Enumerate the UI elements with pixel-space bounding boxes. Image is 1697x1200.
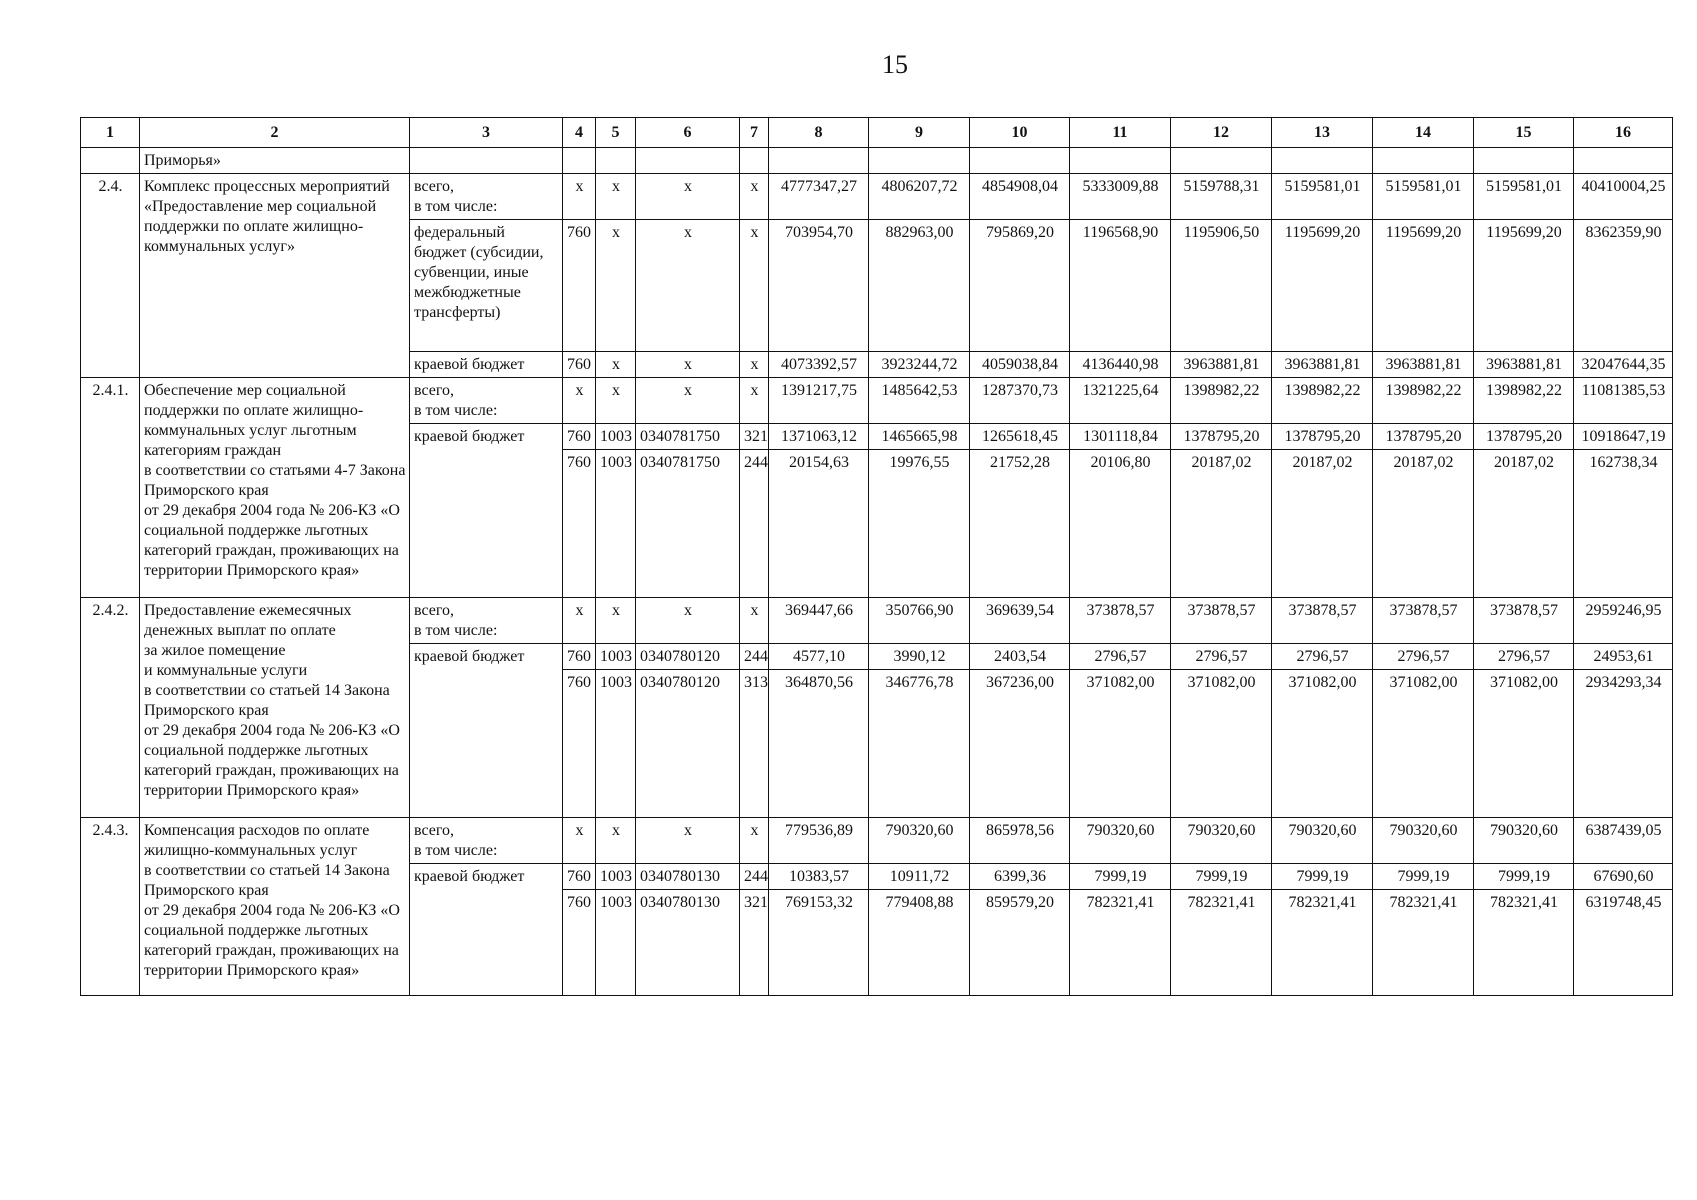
value-cell: 10383,57	[769, 864, 869, 890]
col-5-code: x	[596, 220, 636, 352]
value-cell: 1195906,50	[1171, 220, 1272, 352]
empty-cell	[1574, 148, 1673, 174]
value-cell: 24953,61	[1574, 644, 1673, 670]
value-cell: 779536,89	[769, 818, 869, 864]
value-cell: 1195699,20	[1373, 220, 1474, 352]
col-6-code: 0340780130	[636, 890, 740, 996]
col-5-code: 1003	[596, 424, 636, 450]
col-5-code: x	[596, 352, 636, 378]
funding-source: краевой бюджет	[410, 864, 563, 996]
empty-cell	[869, 148, 970, 174]
value-cell: 367236,00	[970, 670, 1070, 818]
col-7-code: 313	[740, 670, 769, 818]
value-cell: 20187,02	[1272, 450, 1373, 598]
empty-cell	[1070, 148, 1171, 174]
col-4-code: 760	[563, 352, 596, 378]
value-cell: 3963881,81	[1272, 352, 1373, 378]
column-header: 8	[769, 118, 869, 148]
value-cell: 1287370,73	[970, 378, 1070, 424]
col-7-code: 321	[740, 890, 769, 996]
value-cell: 2403,54	[970, 644, 1070, 670]
value-cell: 373878,57	[1070, 598, 1171, 644]
value-cell: 373878,57	[1272, 598, 1373, 644]
value-cell: 6387439,05	[1574, 818, 1673, 864]
value-cell: 5333009,88	[1070, 174, 1171, 220]
value-cell: 790320,60	[1272, 818, 1373, 864]
value-cell: 364870,56	[769, 670, 869, 818]
budget-table	[80, 117, 1673, 996]
value-cell: 1391217,75	[769, 378, 869, 424]
value-cell: 782321,41	[1171, 890, 1272, 996]
col-7-code: x	[740, 818, 769, 864]
value-cell: 346776,78	[869, 670, 970, 818]
value-cell: 8362359,90	[1574, 220, 1673, 352]
value-cell: 1465665,98	[869, 424, 970, 450]
col-7-code: 321	[740, 424, 769, 450]
value-cell: 2796,57	[1070, 644, 1171, 670]
value-cell: 795869,20	[970, 220, 1070, 352]
column-header: 3	[410, 118, 563, 148]
row-name: Комплекс процессных мероприятий «Предоставление мер социальной поддержки по оплате жилищно-коммунальных услуг»	[140, 174, 410, 378]
value-cell: 373878,57	[1474, 598, 1574, 644]
value-cell: 20187,02	[1474, 450, 1574, 598]
col-4-code: 760	[563, 220, 596, 352]
value-cell: 1195699,20	[1272, 220, 1373, 352]
value-cell: 2796,57	[1272, 644, 1373, 670]
page-number: 15	[882, 50, 908, 79]
value-cell: 7999,19	[1272, 864, 1373, 890]
value-cell: 779408,88	[869, 890, 970, 996]
value-cell: 20106,80	[1070, 450, 1171, 598]
table-header	[81, 118, 1673, 148]
value-cell: 1195699,20	[1474, 220, 1574, 352]
row-name: Обеспечение мер социальной поддержки по оплате жилищно-коммунальных услуг льготным категориям граждан в соответствии со статьями 4-7 Закона Приморского края от 29 декабря 2004 года № 206-КЗ «О социальной поддержке льготных категорий граждан, проживающих на территории Приморского края»	[140, 378, 410, 598]
col-6-code: x	[636, 174, 740, 220]
col-5-code: 1003	[596, 890, 636, 996]
empty-cell	[1272, 148, 1373, 174]
col-5-code: x	[596, 818, 636, 864]
value-cell: 4136440,98	[1070, 352, 1171, 378]
col-6-code: 0340781750	[636, 424, 740, 450]
value-cell: 1398982,22	[1474, 378, 1574, 424]
value-cell: 882963,00	[869, 220, 970, 352]
value-cell: 2796,57	[1171, 644, 1272, 670]
empty-cell	[970, 148, 1070, 174]
col-6-code: x	[636, 352, 740, 378]
col-4-code: 760	[563, 450, 596, 598]
value-cell: 371082,00	[1272, 670, 1373, 818]
value-cell: 373878,57	[1373, 598, 1474, 644]
column-header: 2	[140, 118, 410, 148]
column-header: 11	[1070, 118, 1171, 148]
col-4-code: 760	[563, 644, 596, 670]
col-4-code: x	[563, 174, 596, 220]
col-4-code: 760	[563, 864, 596, 890]
col-7-code: x	[740, 220, 769, 352]
value-cell: 3963881,81	[1171, 352, 1272, 378]
value-cell: 7999,19	[1171, 864, 1272, 890]
value-cell: 371082,00	[1171, 670, 1272, 818]
table-body	[81, 148, 1673, 996]
value-cell: 371082,00	[1474, 670, 1574, 818]
value-cell: 19976,55	[869, 450, 970, 598]
col-4-code: 760	[563, 670, 596, 818]
value-cell: 4777347,27	[769, 174, 869, 220]
value-cell: 1398982,22	[1171, 378, 1272, 424]
col-7-code: 244	[740, 864, 769, 890]
header-row	[81, 118, 1673, 148]
value-cell: 865978,56	[970, 818, 1070, 864]
continuation-row	[81, 148, 1673, 174]
column-header: 12	[1171, 118, 1272, 148]
empty-cell	[1373, 148, 1474, 174]
value-cell: 790320,60	[869, 818, 970, 864]
column-header: 1	[81, 118, 140, 148]
value-cell: 1371063,12	[769, 424, 869, 450]
value-cell: 2959246,95	[1574, 598, 1673, 644]
value-cell: 5159581,01	[1373, 174, 1474, 220]
value-cell: 1265618,45	[970, 424, 1070, 450]
funding-source: всего, в том числе:	[410, 818, 563, 864]
value-cell: 782321,41	[1070, 890, 1171, 996]
value-cell: 1378795,20	[1474, 424, 1574, 450]
empty-cell	[1474, 148, 1574, 174]
col-5-code: 1003	[596, 670, 636, 818]
value-cell: 3990,12	[869, 644, 970, 670]
col-4-code: x	[563, 818, 596, 864]
row-index: 2.4.	[81, 174, 140, 378]
value-cell: 40410004,25	[1574, 174, 1673, 220]
value-cell: 3923244,72	[869, 352, 970, 378]
col-5-code: 1003	[596, 864, 636, 890]
empty-cell	[769, 148, 869, 174]
col-4-code: x	[563, 598, 596, 644]
value-cell: 1378795,20	[1171, 424, 1272, 450]
table-row	[81, 378, 1673, 424]
funding-source: краевой бюджет	[410, 424, 563, 598]
value-cell: 7999,19	[1474, 864, 1574, 890]
value-cell: 20154,63	[769, 450, 869, 598]
value-cell: 4854908,04	[970, 174, 1070, 220]
col-7-code: x	[740, 174, 769, 220]
col-6-code: x	[636, 378, 740, 424]
column-header: 6	[636, 118, 740, 148]
value-cell: 782321,41	[1272, 890, 1373, 996]
value-cell: 703954,70	[769, 220, 869, 352]
col-6-code: x	[636, 220, 740, 352]
empty-cell	[740, 148, 769, 174]
value-cell: 5159581,01	[1272, 174, 1373, 220]
value-cell: 350766,90	[869, 598, 970, 644]
row-name: Компенсация расходов по оплате жилищно-коммунальных услуг в соответствии со статьей 14 Закона Приморского края от 29 декабря 2004 года № 206-КЗ «О социальной поддержке льготных категорий граждан, проживающих на территории Приморского края»	[140, 818, 410, 996]
row-index: 2.4.3.	[81, 818, 140, 996]
value-cell: 369447,66	[769, 598, 869, 644]
col-7-code: x	[740, 352, 769, 378]
funding-source: всего, в том числе:	[410, 174, 563, 220]
col-6-code: x	[636, 598, 740, 644]
value-cell: 5159788,31	[1171, 174, 1272, 220]
value-cell: 6399,36	[970, 864, 1070, 890]
value-cell: 1485642,53	[869, 378, 970, 424]
column-header: 16	[1574, 118, 1673, 148]
value-cell: 790320,60	[1474, 818, 1574, 864]
value-cell: 790320,60	[1171, 818, 1272, 864]
value-cell: 6319748,45	[1574, 890, 1673, 996]
value-cell: 7999,19	[1373, 864, 1474, 890]
value-cell: 782321,41	[1373, 890, 1474, 996]
value-cell: 162738,34	[1574, 450, 1673, 598]
row-name: Приморья»	[140, 148, 410, 174]
value-cell: 1321225,64	[1070, 378, 1171, 424]
empty-cell	[636, 148, 740, 174]
value-cell: 20187,02	[1171, 450, 1272, 598]
column-header: 9	[869, 118, 970, 148]
col-5-code: x	[596, 378, 636, 424]
col-6-code: 0340781750	[636, 450, 740, 598]
col-7-code: 244	[740, 644, 769, 670]
col-6-code: 0340780120	[636, 670, 740, 818]
table-row	[81, 598, 1673, 644]
empty-cell	[1171, 148, 1272, 174]
funding-source: всего, в том числе:	[410, 378, 563, 424]
value-cell: 21752,28	[970, 450, 1070, 598]
column-header: 14	[1373, 118, 1474, 148]
table-row	[81, 174, 1673, 220]
value-cell: 769153,32	[769, 890, 869, 996]
col-4-code: 760	[563, 890, 596, 996]
value-cell: 371082,00	[1373, 670, 1474, 818]
funding-source: краевой бюджет	[410, 644, 563, 818]
value-cell: 3963881,81	[1373, 352, 1474, 378]
funding-source: федеральный бюджет (субсидии, субвенции, иные межбюджетные трансферты)	[410, 220, 563, 352]
table-row	[81, 818, 1673, 864]
col-4-code: x	[563, 378, 596, 424]
funding-source: всего, в том числе:	[410, 598, 563, 644]
value-cell: 1196568,90	[1070, 220, 1171, 352]
value-cell: 1301118,84	[1070, 424, 1171, 450]
row-index: 2.4.2.	[81, 598, 140, 818]
funding-source: краевой бюджет	[410, 352, 563, 378]
row-index	[81, 148, 140, 174]
empty-cell	[410, 148, 563, 174]
value-cell: 790320,60	[1373, 818, 1474, 864]
column-header: 5	[596, 118, 636, 148]
empty-cell	[596, 148, 636, 174]
col-7-code: x	[740, 378, 769, 424]
value-cell: 4073392,57	[769, 352, 869, 378]
value-cell: 3963881,81	[1474, 352, 1574, 378]
col-6-code: 0340780120	[636, 644, 740, 670]
row-index: 2.4.1.	[81, 378, 140, 598]
col-5-code: 1003	[596, 644, 636, 670]
col-6-code: 0340780130	[636, 864, 740, 890]
value-cell: 782321,41	[1474, 890, 1574, 996]
col-5-code: x	[596, 598, 636, 644]
value-cell: 32047644,35	[1574, 352, 1673, 378]
value-cell: 11081385,53	[1574, 378, 1673, 424]
value-cell: 7999,19	[1070, 864, 1171, 890]
empty-cell	[563, 148, 596, 174]
value-cell: 2796,57	[1474, 644, 1574, 670]
value-cell: 67690,60	[1574, 864, 1673, 890]
value-cell: 1378795,20	[1373, 424, 1474, 450]
value-cell: 371082,00	[1070, 670, 1171, 818]
value-cell: 790320,60	[1070, 818, 1171, 864]
value-cell: 369639,54	[970, 598, 1070, 644]
column-header: 13	[1272, 118, 1373, 148]
value-cell: 1398982,22	[1373, 378, 1474, 424]
col-6-code: x	[636, 818, 740, 864]
column-header: 4	[563, 118, 596, 148]
value-cell: 10918647,19	[1574, 424, 1673, 450]
col-5-code: 1003	[596, 450, 636, 598]
col-5-code: x	[596, 174, 636, 220]
value-cell: 373878,57	[1171, 598, 1272, 644]
col-7-code: 244	[740, 450, 769, 598]
value-cell: 20187,02	[1373, 450, 1474, 598]
value-cell: 5159581,01	[1474, 174, 1574, 220]
value-cell: 1398982,22	[1272, 378, 1373, 424]
column-header: 10	[970, 118, 1070, 148]
column-header: 7	[740, 118, 769, 148]
value-cell: 2934293,34	[1574, 670, 1673, 818]
col-7-code: x	[740, 598, 769, 644]
value-cell: 859579,20	[970, 890, 1070, 996]
column-header: 15	[1474, 118, 1574, 148]
col-4-code: 760	[563, 424, 596, 450]
value-cell: 1378795,20	[1272, 424, 1373, 450]
value-cell: 4059038,84	[970, 352, 1070, 378]
value-cell: 10911,72	[869, 864, 970, 890]
value-cell: 4806207,72	[869, 174, 970, 220]
value-cell: 2796,57	[1373, 644, 1474, 670]
row-name: Предоставление ежемесячных денежных выплат по оплате за жилое помещение и коммунальные услуги в соответствии со статьей 14 Закона Приморского края от 29 декабря 2004 года № 206-КЗ «О социальной поддержке льготных категорий граждан, проживающих на территории Приморского края»	[140, 598, 410, 818]
value-cell: 4577,10	[769, 644, 869, 670]
